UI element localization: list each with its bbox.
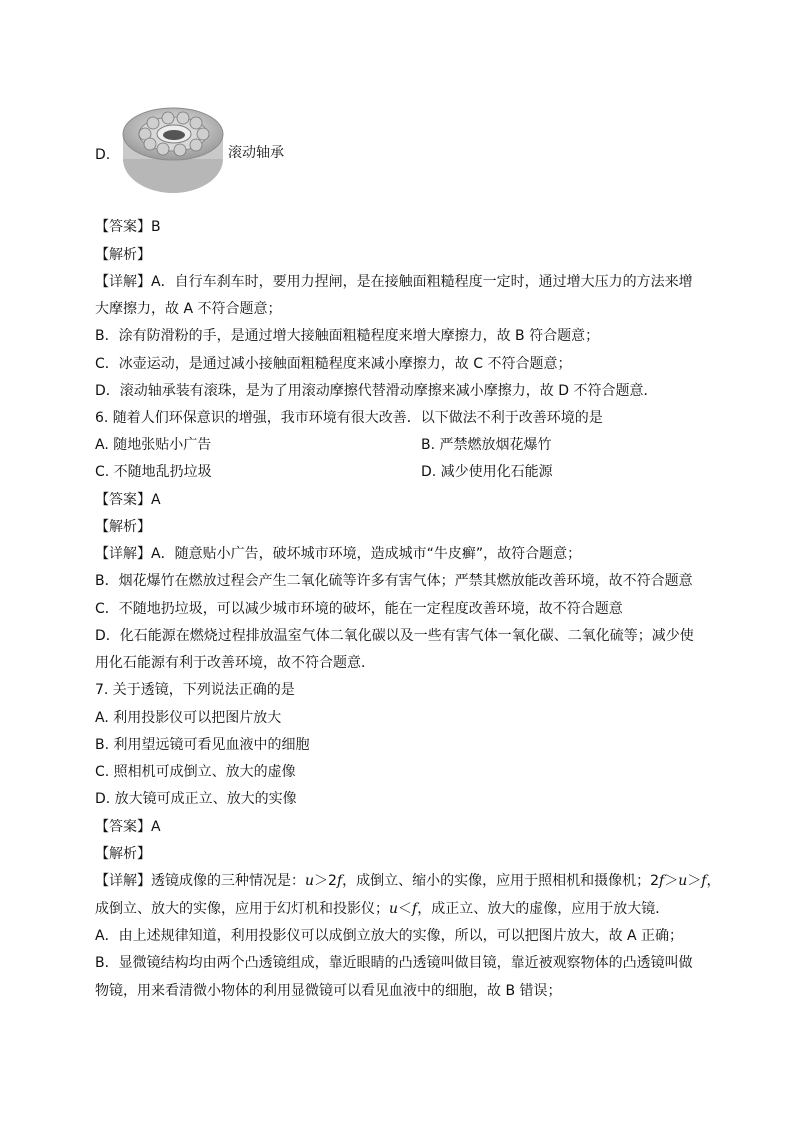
math-u: u [389, 901, 399, 917]
q6-detail-line5: 用化石能源有利于改善环境，故不符合题意． [95, 655, 375, 671]
q7-detail-line1-f: ， [706, 873, 721, 889]
q7-detail-line2-a: 成倒立、放大的实像，应用于幻灯机和投影仪； [95, 901, 389, 917]
q7-detail-line1 [95, 871, 720, 891]
q5-answer: 【答案】B [95, 219, 161, 235]
q7-detail-line1-b: ＞2 [314, 873, 337, 889]
q6-detail-line3: C．不随地扔垃圾，可以减少城市环境的破坏，能在一定程度改善环境，故不符合题意 [95, 601, 623, 617]
q6-detail-line2: B．烟花爆竹在燃放过程会产生二氧化硫等许多有害气体；严禁其燃放能改善环境，故不符合题意 [95, 573, 693, 589]
q5-detail-line3: B．涂有防滑粉的手，是通过增大接触面粗糙程度来增大摩擦力，故 B 符合题意； [95, 328, 600, 344]
q6-detail-line1: 【详解】A．随意贴小广告，破坏城市环境，造成城市“牛皮癣”，故符合题意； [95, 546, 582, 562]
q5-analysis-title: 【解析】 [95, 247, 151, 263]
math-f: f [336, 873, 343, 889]
q7-option-c: C. 照相机可成倒立、放大的虚像 [95, 764, 296, 780]
q7-detail-line2 [95, 899, 669, 919]
q7-option-a: A. 利用投影仪可以把图片放大 [95, 710, 282, 726]
q6-option-a: A. 随地张贴小广告 [95, 437, 212, 453]
math-f: f [412, 901, 418, 917]
math-f: f [659, 873, 665, 889]
q7-detail-line1-c: ，成倒立、缩小的实像，应用于照相机和摄像机；2 [342, 873, 660, 889]
q5-detail-line1: 【详解】A．自行车刹车时，要用力捏闸，是在接触面粗糙程度一定时，通过增大压力的方法来增 [95, 274, 693, 290]
ball-bearing-image [118, 104, 228, 196]
q7-detail-line1-a: 【详解】透镜成像的三种情况是： [95, 873, 305, 889]
q5-detail-line5: D．滚动轴承装有滚珠，是为了用滚动摩擦代替滑动摩擦来减小摩擦力，故 D 不符合题意． [95, 383, 658, 399]
q7-detail-line3: A．由上述规律知道，利用投影仪可以成倒立放大的实像，所以，可以把图片放大，故 A 正确； [95, 928, 684, 944]
q7-detail-line1-e: ＞ [687, 873, 702, 889]
q7-option-d: D. 放大镜可成正立、放大的实像 [95, 791, 297, 807]
q6-detail-line4: D．化石能源在燃烧过程排放温室气体二氧化碳以及一些有害气体一氧化碳、二氧化硫等；减少使 [95, 628, 694, 644]
q7-detail-line2-c: ，成正立、放大的虚像，应用于放大镜． [417, 901, 670, 917]
q7-option-b: B. 利用望远镜可看见血液中的细胞 [95, 737, 310, 753]
math-u: u [678, 873, 688, 889]
option-d-text: 滚动轴承 [228, 145, 284, 161]
q7-detail-line5: 物镜，用来看清微小物体的利用显微镜可以看见血液中的细胞，故 B 错误； [95, 983, 562, 999]
q6-analysis-title: 【解析】 [95, 519, 151, 535]
q6-option-d: D. 减少使用化石能源 [421, 464, 553, 480]
q5-detail-line4: C．冰壶运动，是通过减小接触面粗糙程度来减小摩擦力，故 C 不符合题意； [95, 356, 572, 372]
q6-answer: 【答案】A [95, 492, 161, 508]
q6-stem: 6. 随着人们环保意识的增强，我市环境有很大改善．以下做法不利于改善环境的是 [95, 410, 603, 426]
math-u: u [305, 873, 315, 889]
q7-detail-line2-b: ＜ [398, 901, 413, 917]
math-f: f [701, 873, 707, 889]
q6-options-row2 [95, 462, 715, 482]
option-d-letter: D. [95, 147, 111, 163]
q5-detail-line2: 大摩擦力，故 A 不符合题意； [95, 301, 282, 317]
q7-stem: 7. 关于透镜，下列说法正确的是 [95, 682, 295, 698]
q6-option-b: B. 严禁燃放烟花爆竹 [421, 437, 552, 453]
q7-detail-line4: B．显微镜结构均由两个凸透镜组成，靠近眼睛的凸透镜叫做目镜，靠近被观察物体的凸透镜叫做 [95, 955, 693, 971]
q6-options-row1 [95, 435, 715, 455]
q6-option-c: C. 不随地乱扔垃圾 [95, 464, 212, 480]
q7-answer: 【答案】A [95, 819, 161, 835]
q7-detail-line1-d: ＞ [664, 873, 679, 889]
q7-analysis-title: 【解析】 [95, 846, 151, 862]
